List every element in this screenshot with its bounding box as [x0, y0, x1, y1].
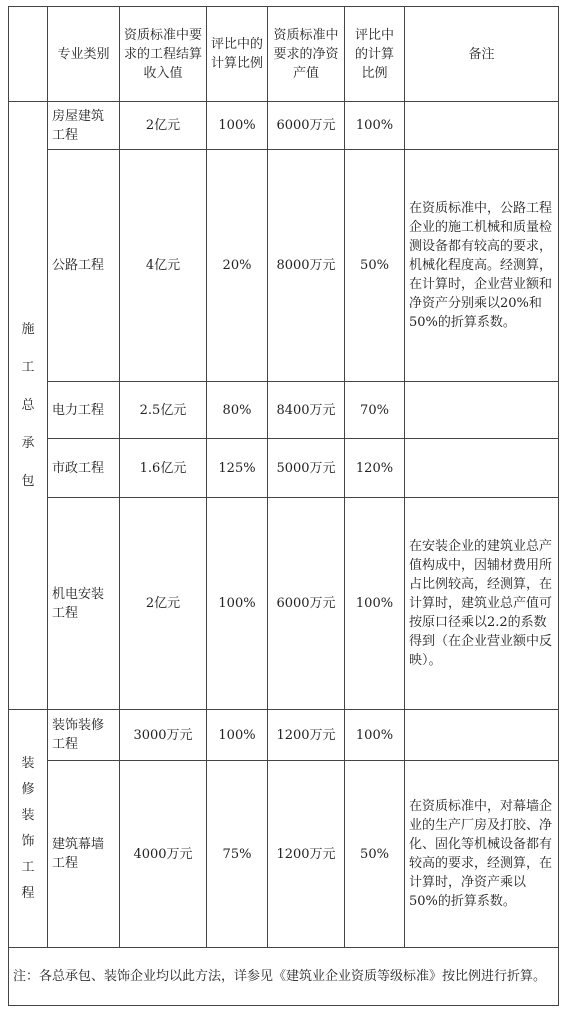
table-row	[9, 382, 559, 439]
row-assets: 5000万元	[268, 439, 345, 498]
row-revenue: 2.5亿元	[120, 382, 207, 439]
row-revenue-ratio: 20%	[207, 150, 268, 382]
row-category: 市政工程	[48, 439, 120, 498]
row-remark	[405, 382, 559, 439]
header-revenue-ratio: 评比中的计算比例	[207, 7, 268, 102]
row-remark: 在资质标准中，对幕墙企业的生产厂房及打胶、净化、固化等机械设备都有较高的要求，经测算，在计算时，净资产乘以50%的折算系数。	[405, 761, 559, 948]
row-assets: 6000万元	[268, 498, 345, 710]
row-remark	[405, 439, 559, 498]
row-category: 公路工程	[48, 150, 120, 382]
table-row	[9, 150, 559, 382]
header-category: 专业类别	[48, 7, 120, 102]
row-remark: 在安装企业的建筑业总产值构成中，因辅材费用所占比例较高，经测算，在计算时，建筑业总产值可按原口径乘以2.2的系数得到（在企业营业额中反映）。	[405, 498, 559, 710]
table-row	[9, 498, 559, 710]
header-remark: 备注	[405, 7, 559, 102]
table-row	[9, 439, 559, 498]
row-assets-ratio: 100%	[345, 498, 405, 710]
row-assets-ratio: 100%	[345, 102, 405, 150]
row-revenue: 3000万元	[120, 710, 207, 761]
row-revenue-ratio: 80%	[207, 382, 268, 439]
row-revenue-ratio: 100%	[207, 102, 268, 150]
row-remark	[405, 102, 559, 150]
row-assets: 6000万元	[268, 102, 345, 150]
row-category: 机电安装工程	[48, 498, 120, 710]
row-revenue: 2亿元	[120, 102, 207, 150]
table-row	[9, 761, 559, 948]
row-assets-ratio: 100%	[345, 710, 405, 761]
row-assets-ratio: 50%	[345, 761, 405, 948]
row-revenue: 1.6亿元	[120, 439, 207, 498]
row-revenue-ratio: 125%	[207, 439, 268, 498]
row-revenue: 4亿元	[120, 150, 207, 382]
footnote: 注：各总承包、装饰企业均以此方法，详参见《建筑业企业资质等级标准》按比例进行折算。	[9, 948, 559, 1006]
qualification-table	[8, 6, 559, 1006]
row-assets-ratio: 70%	[345, 382, 405, 439]
header-blank-cell	[9, 7, 48, 102]
row-assets: 8000万元	[268, 150, 345, 382]
header-assets-ratio: 评比中的计算比例	[345, 7, 405, 102]
row-revenue-ratio: 75%	[207, 761, 268, 948]
row-remark	[405, 710, 559, 761]
table-row	[9, 710, 559, 761]
group-label-general: 施工总承包	[9, 102, 48, 710]
row-assets: 1200万元	[268, 710, 345, 761]
row-category: 装饰装修工程	[48, 710, 120, 761]
row-revenue-ratio: 100%	[207, 710, 268, 761]
row-remark: 在资质标准中，公路工程企业的施工机械和质量检测设备都有较高的要求，机械化程度高。经测算，在计算时，企业营业额和净资产分别乘以20%和50%的折算系数。	[405, 150, 559, 382]
row-revenue: 2亿元	[120, 498, 207, 710]
row-category: 房屋建筑工程	[48, 102, 120, 150]
row-assets-ratio: 50%	[345, 150, 405, 382]
header-assets: 资质标准中要求的净资产值	[268, 7, 345, 102]
header-row	[9, 7, 559, 102]
row-revenue-ratio: 100%	[207, 498, 268, 710]
row-revenue: 4000万元	[120, 761, 207, 948]
table-row	[9, 102, 559, 150]
group-label-decoration: 装修装饰工程	[9, 710, 48, 948]
header-revenue: 资质标准中要求的工程结算收入值	[120, 7, 207, 102]
row-category: 电力工程	[48, 382, 120, 439]
row-category: 建筑幕墙工程	[48, 761, 120, 948]
row-assets: 1200万元	[268, 761, 345, 948]
row-assets-ratio: 120%	[345, 439, 405, 498]
note-row	[9, 948, 559, 1006]
row-assets: 8400万元	[268, 382, 345, 439]
